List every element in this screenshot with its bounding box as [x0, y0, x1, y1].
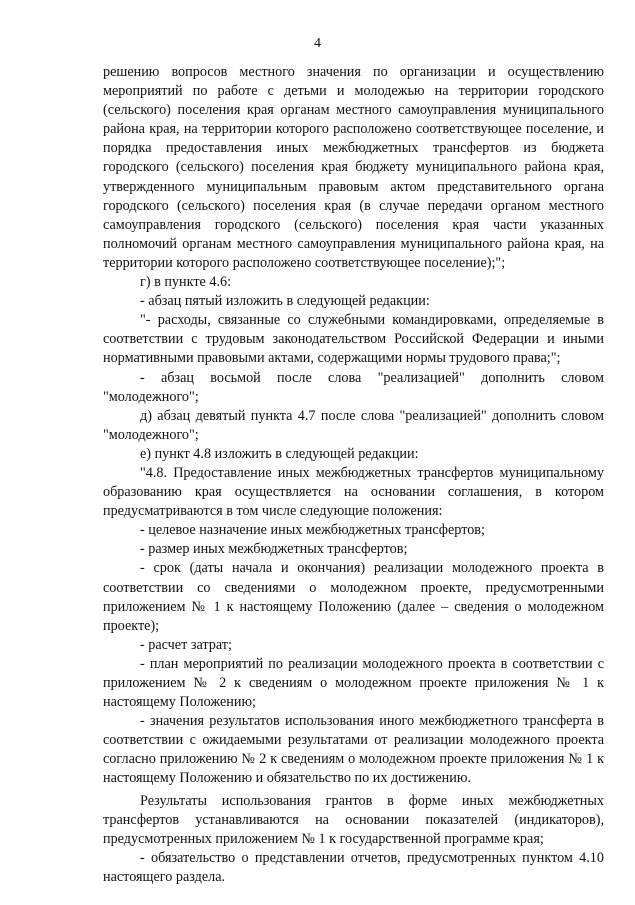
- paragraph-rashody: "- расходы, связанные со служебными командировками, определяемые в соответствии с трудовым законодательством Российской Федерации и иными нормативными правовыми актами, содержащими нормы трудового права;";: [103, 312, 604, 367]
- list-item-srok: - срок (даты начала и окончания) реализации молодежного проекта в соответствии со сведениями о молодежном проекте, предусмотренными приложением № 1 к настоящему Положению (далее – сведения о молодежном проекте);: [103, 560, 604, 634]
- paragraph-item-d: д) абзац девятый пункта 4.7 после слова "реализацией" дополнить словом "молодежного";: [103, 407, 604, 443]
- paragraph-item-e: е) пункт 4.8 изложить в следующей редакции:: [140, 445, 419, 462]
- list-item-znacheniya: - значения результатов использования иного межбюджетного трансферта в соответствии с ожидаемыми результатами от реализации молодежного проекта согласно приложению № 2 к сведениям о молодежном проекте приложения № 1 к настоящему Положению и обязательство по их достижению.: [103, 713, 604, 787]
- paragraph-rezultaty: Результаты использования грантов в форме иных межбюджетных трансфертов устанавливаются на основании показателей (индикаторов), предусмотренных приложением № 1 к государственной программе края;: [103, 792, 604, 847]
- list-item-raschet: - расчет затрат;: [140, 636, 232, 653]
- list-item-plan: - план мероприятий по реализации молодежного проекта в соответствии с приложением № 2 к сведениям о молодежном проекте приложения № 1 к настоящему Положению;: [103, 655, 604, 711]
- document-body: [103, 63, 604, 887]
- list-item-celevoe: - целевое назначение иных межбюджетных трансфертов;: [140, 522, 485, 539]
- paragraph-4-8: "4.8. Предоставление иных межбюджетных трансфертов муниципальному образованию края осуществляется на основании соглашения, в котором предусматриваются в том числе следующие положения:: [103, 464, 604, 520]
- paragraph-item-g: г) в пункте 4.6:: [140, 274, 232, 291]
- paragraph-abzac-pyatyi: - абзац пятый изложить в следующей редакции:: [140, 293, 430, 310]
- list-item-razmer: - размер иных межбюджетных трансфертов;: [140, 541, 408, 558]
- page-number: 4: [314, 36, 321, 51]
- paragraph-abzac-vosmoi: - абзац восьмой после слова "реализацией" дополнить словом "молодежного";: [103, 369, 604, 405]
- paragraph-continuation: решению вопросов местного значения по организации и осуществлению мероприятий по работе с детьми и молодежью на территории городского (сельского) поселения края органам местного самоуправления муниципального района края, на территории которого расположено соответствующее поселение, и порядка предоставления иных межбюджетных трансфертов из бюджета городского (сельского) поселения края бюджету муниципального района края, утвержденного муниципальным правовым актом представительного органа городского (сельского) поселения края (в случае передачи органом местного самоуправления городского (сельского) поселения края части указанных полномочий органам местного самоуправления муниципального района края, на территории которого расположено соответствующее поселение);";: [103, 64, 604, 271]
- list-item-obyazatelstvo: - обязательство о представлении отчетов, предусмотренных пунктом 4.10 настоящего раздела.: [103, 849, 604, 885]
